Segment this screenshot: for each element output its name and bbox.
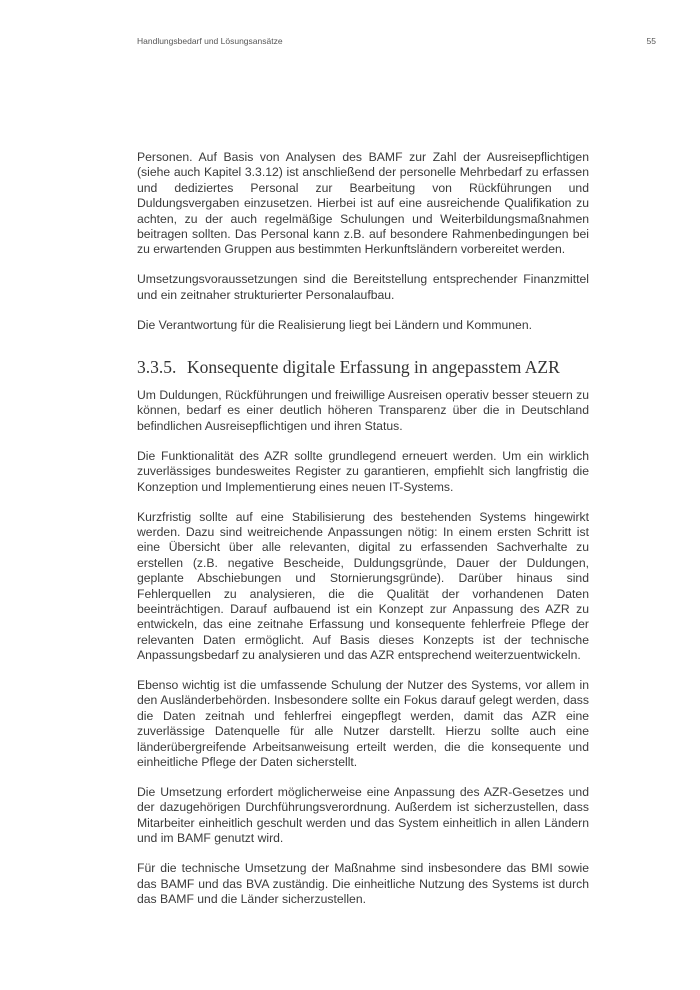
paragraph-short-term: Kurzfristig sollte auf eine Stabilisierung des bestehenden Systems hingewirkt werden. Dazu sind weitreichende Anpassungen nötig: In einem ersten Schritt ist eine Übersicht über alle relevanten, digital zu erfassenden Sachverhalte zu erstellen (z.B. negative Bescheide, Duldungsgründe, Dauer der Duldungen, geplante Abschiebungen und Stornierungsgründe). Darüber hinaus sind Fehlerquellen zu analysieren, die die Qualität der vorhandenen Daten beeinträchtigen. Darauf aufbauend ist ein Konzept zur Anpassung des AZR zu entwickeln, das eine zeitnahe Erfassung und konsequente fehlerfreie Pflege der relevanten Daten ermöglicht. Auf Basis dieses Konzepts ist der technische Anpassungsbedarf zu analysieren und das AZR entsprechend weiterzuentwickeln.	[137, 509, 589, 663]
page-number: 55	[646, 36, 656, 46]
paragraph-personnel: Personen. Auf Basis von Analysen des BAMF zur Zahl der Ausreisepflichtigen (siehe auch Kapitel 3.3.12) ist anschließend der personelle Mehrbedarf zu erfassen und dediziertes Personal zur Bearbeitung von Rückführungen und Duldungsvergaben einzusetzen. Hierbei ist auf eine ausreichende Qualifikation zu achten, zu der auch regelmäßige Schulungen und Weiterbildungsmaßnahmen beitragen sollten. Das Personal kann z.B. auf besondere Rahmenbedingungen bei zu erwartenden Gruppen aus bestimmten Herkunftsländern vorbereitet werden.	[137, 150, 589, 257]
section-title: Konsequente digitale Erfassung in angepasstem AZR	[187, 357, 560, 378]
paragraph-implementation: Die Umsetzung erfordert möglicherweise eine Anpassung des AZR-Gesetzes und der dazugehörigen Durchführungsverordnung. Außerdem ist sicherzustellen, dass Mitarbeiter einheitlich geschult werden und das System einheitlich in allen Ländern und im BAMF genutzt wird.	[137, 785, 589, 846]
paragraph-transparency: Um Duldungen, Rückführungen und freiwillige Ausreisen operativ besser steuern zu können, bedarf es einer deutlich höheren Transparenz über die in Deutschland befindlichen Ausreisepflichtigen und ihren Status.	[137, 388, 589, 433]
paragraph-responsibility: Die Verantwortung für die Realisierung liegt bei Ländern und Kommunen.	[137, 317, 532, 332]
paragraph-prerequisites: Umsetzungsvoraussetzungen sind die Bereitstellung entsprechender Finanzmittel und ein zeitnaher strukturierter Personalaufbau.	[137, 272, 589, 302]
page-body	[137, 150, 589, 922]
paragraph-training: Ebenso wichtig ist die umfassende Schulung der Nutzer des Systems, vor allem in den Ausländerbehörden. Insbesondere sollte ein Fokus darauf gelegt werden, dass die Daten zeitnah und fehlerfrei eingepflegt werden, damit das AZR eine zuverlässige Datenquelle für alle Nutzer darstellt. Hierzu sollte auch eine länderübergreifende Arbeitsanweisung erteilt werden, die die konsequente und einheitliche Pflege der Daten sicherstellt.	[137, 678, 589, 770]
paragraph-technical-responsibility: Für die technische Umsetzung der Maßnahme sind insbesondere das BMI sowie das BAMF und das BVA zuständig. Die einheitliche Nutzung des Systems ist durch das BAMF und die Länder sicherzustellen.	[137, 861, 589, 906]
paragraph-functionality: Die Funktionalität des AZR sollte grundlegend erneuert werden. Um ein wirklich zuverlässiges bundesweites Register zu garantieren, empfiehlt sich langfristig die Konzeption und Implementierung eines neuen IT-Systems.	[137, 448, 589, 494]
section-heading	[137, 357, 589, 377]
running-title: Handlungsbedarf und Lösungsansätze	[137, 36, 283, 46]
section-number: 3.3.5.	[137, 357, 177, 378]
running-header	[137, 36, 656, 46]
